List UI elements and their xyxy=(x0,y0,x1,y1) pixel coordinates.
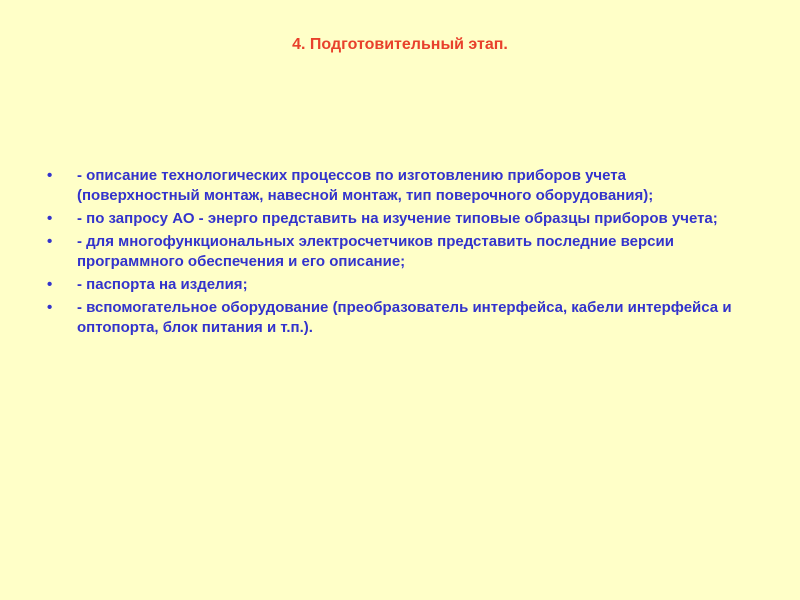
list-item-text: - по запросу АО - энерго представить на изучение типовые образцы приборов учета; xyxy=(77,210,718,227)
list-item xyxy=(47,209,747,229)
list-item xyxy=(47,275,747,295)
bullet-icon: • xyxy=(47,210,53,227)
bullet-icon: • xyxy=(47,276,53,293)
list-item-text: - для многофункциональных электросчетчиков представить последние версии программного обеспечения и его описание; xyxy=(77,233,674,270)
slide-title: 4. Подготовительный этап. xyxy=(292,36,508,53)
list-item xyxy=(47,232,747,272)
list-item-text: - вспомогательное оборудование (преобразователь интерфейса, кабели интерфейса и оптопорта, блок питания и т.п.). xyxy=(77,299,732,336)
bullet-icon: • xyxy=(47,167,53,184)
list-item xyxy=(47,166,747,206)
bullet-icon: • xyxy=(47,299,53,316)
list-item xyxy=(47,298,747,338)
bullet-list xyxy=(47,166,747,341)
list-item-text: - описание технологических процессов по изготовлению приборов учета (поверхностный монтаж, навесной монтаж, тип поверочного оборудования); xyxy=(77,167,654,204)
bullet-icon: • xyxy=(47,233,53,250)
list-item-text: - паспорта на изделия; xyxy=(77,276,248,293)
